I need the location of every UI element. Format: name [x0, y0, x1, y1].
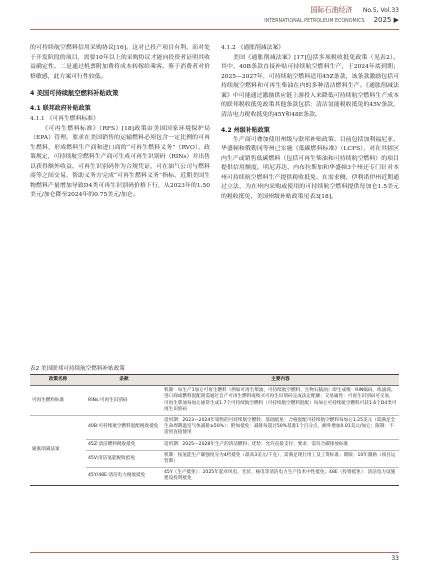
table-caption: 表2 美国联邦可持续航空燃料补贴政策: [30, 366, 125, 372]
journal-header: [264, 5, 399, 24]
clause-cell: 45Z:清洁燃料税收抵免: [86, 439, 162, 450]
state-policy-paragraph: 生产商可叠加使用州级与联邦补贴政策。目前包括加利福尼亚、华盛顿和俄勒冈等州已实施《低碳燃料标准》（LCFS），对在其辖区内生产或销售低碳燃料（包括可再生柴油和可持续航空燃料）的项目提供信用额度。明尼苏达、内布拉斯加和华盛顿3个州还专门针对本州可持续航空燃料生产提供税收抵免。在需求侧，伊利诺伊州近期通过立法，为在州内采购或使用的可持续航空燃料提供每加仑1.5美元的税收抵免，美国州级补贴政策见表3[18]。: [221, 136, 399, 200]
section-4-1-1-heading: 4.1.1 《可再生燃料标准》: [30, 116, 99, 122]
intro-paragraph: 的可持续航空燃料信用采购协议[16]。这对已投产项目有利，而对处于开发阶段的项目，需要10年以上的采购协议才能向投资者证明其收益确定性。二是通过机票附加费将成本转嫁给乘客。鉴于消费者对价格敏感，此方案可行性较低。: [30, 45, 210, 80]
table-row: [30, 450, 399, 467]
right-column: [221, 44, 399, 202]
table-row: [30, 416, 399, 440]
section-4-2-heading: 4.2 州级补贴政策: [221, 127, 270, 134]
content-cell: 机制：按氢能生产碳强度分为4档抵免（最高3美元/千克），需满足现行用工及工资标准；期限：10年激励（项目运营期）: [162, 450, 399, 467]
clause-cell: RINs:可再生识别码: [86, 386, 162, 416]
table-row: [30, 439, 399, 450]
journal-title-en: INTERNATIONAL PETROLEUM ECONOMICS: [264, 19, 365, 24]
policy-name-cell: 可再生燃料标准: [30, 386, 86, 416]
section-4-1-heading: 4.1 联邦政府补贴政策: [30, 104, 91, 112]
rfs-paragraph: 《可再生燃料标准》（RFS）[18]政策由美国国家环境保护局（EPA）管理。要求在美国销售的运输燃料必须包含一定比例的可再生燃料，形成燃料生产商和进口商的“可再生燃料义务”（RVO）。政策规定，可持续航空燃料生产商可生成可再生识别码（RINs）并出售以获得额外收益。可再生识别码作为合规凭证，可在油气公司与燃料商等之间交易，帮助义务方完成“可再生燃料义务”指标。近期美国生物燃料产量增加导致D4类可再生识别码价格下行，从2023年的1.50美元/加仑降至2024年的0.75美元/加仑。: [30, 125, 210, 198]
policy-table: [30, 374, 399, 486]
issue-year: 2025 ▶: [373, 16, 399, 24]
header-content: 主要内容: [162, 375, 399, 386]
section-4-heading: 4 美国可持续航空燃料补贴政策: [30, 90, 119, 97]
ira-paragraph: 美国《通胀削减法案》[17]包括多项税收抵免政策（见表2）。其中，40B条款直接补贴可持续航空燃料生产，于2024年底到期；2025—2027年，可持续航空燃料适用45Z条款，该条款激励包括可持续航空燃料和可再生柴油在内的多种清洁燃料生产。《通胀削减法案》中可能通过激励供应链上游投入来降低可持续航空燃料生产成本的联邦税收抵免政策其他条款包括：清洁氢能税收抵免的45V条款，清洁电力税收抵免的45Y和48E条款。: [221, 54, 399, 118]
header-policy: 政策名称: [30, 375, 86, 386]
table-row: [30, 386, 399, 416]
section-4-1-2-heading: 4.1.2 《通胀削减法案》: [221, 45, 284, 51]
table-header-row: [30, 375, 399, 386]
clause-cell: 45V:清洁氢能税收抵免: [86, 450, 162, 467]
clause-cell: 40B:可持续航空燃料混配税收抵免: [86, 416, 162, 440]
left-column: [30, 44, 210, 201]
header-divider: [30, 29, 399, 30]
issue-number: No.5, Vol.33: [362, 7, 399, 14]
policy-name-cell: 通胀削减法案: [30, 416, 86, 486]
header-clause: 条款: [86, 375, 162, 386]
content-cell: 适用期：2023—2024年销售的可持续航空燃料；基础抵免：合格混配可持续航空燃料每加仑1.25美元（需满足全生命周期温室气体减排≥50%）；附加抵免：减排每超过50%基准1个百分点，额外增加0.01美元/加仑；限制：不适用直接使用: [162, 416, 399, 440]
footer-divider: [30, 552, 399, 553]
clause-cell: 45Y/48E:清洁电力税收抵免: [86, 468, 162, 485]
content-cell: 适用期：2025—2028年生产的清洁燃料；优势：允许直接支付；要求：需符合碳排放标准: [162, 439, 399, 450]
page-number: 33: [391, 555, 399, 562]
content-cell: 45Y（生产抵免）：2025年起对风电、光伏、核电等清洁电力生产技术中性抵免；48E（投资抵免）：清洁电力设施建设投资抵免: [162, 468, 399, 485]
table-row: [30, 468, 399, 485]
journal-title-cn: 国际石油经济: [310, 6, 353, 14]
content-cell: 机制：每生产1加仑可再生燃料（例如可再生柴油、可持续航空燃料、生物石脑油）即生成唯一RIN编码，炼油商、进口商或燃料混配商需通过自产可再生燃料或购买可再生识别码完成法定配额；交易属性：可再生识别码可交易，可再生柴油每加仑通常生成1.7个可持续航空燃料（可持续航空燃料混配）每加仑可持续航空燃料可获1.6个D4类可再生识别码: [162, 386, 399, 416]
